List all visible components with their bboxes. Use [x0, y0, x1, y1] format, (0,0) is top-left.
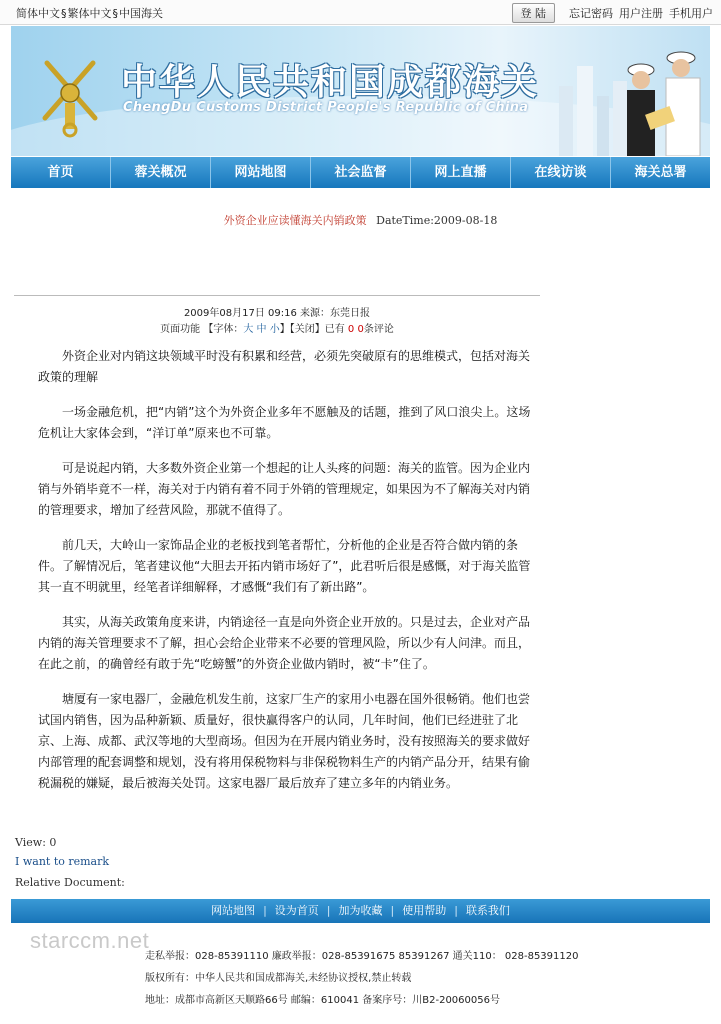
article-paragraph: 其实，从海关政策角度来讲，内销途径一直是向外资企业开放的。只是过去，企业对产品内销的海关管理要求不了解，担心会给企业带来不必要的管理风险，所以少有人问津。而且，在此之前，的确曾经有敢于先“吃螃蟹”的外资企业做内销时，被“卡”住了。 [38, 615, 531, 671]
article-paragraph: 外资企业对内销这块领域平时没有积累和经营，必须先突破原有的思维模式，包括对海关政策的理解 [38, 349, 531, 384]
separator: | [263, 904, 267, 917]
related-documents-label: Relative Document: [15, 876, 125, 889]
font-medium-link[interactable]: 中 [256, 324, 267, 335]
article-header [0, 212, 721, 228]
site-subtitle: ChengDu Customs District People's Republic of China [123, 100, 529, 115]
customs-emblem-icon [35, 48, 105, 138]
footer-address: 地址：成都市高新区天顺路66号 邮编：610041 备案序号：川B2-20060056号 [145, 995, 500, 1006]
footer-nav [11, 899, 710, 923]
article-paragraph: 前几天，大岭山一家饰品企业的老板找到笔者帮忙，分析他的企业是否符合做内销的条件。了解情况后，笔者建议他“大胆去开拓内销市场好了”，此君听后很是感慨，对于海关监管其一直不明就里，经笔者详细解释，才感慨“我们有了新出路”。 [38, 538, 531, 594]
remark-link[interactable]: I want to remark [15, 855, 110, 868]
page-functions-label: 页面功能 [160, 324, 201, 335]
article-paragraph: 一场金融危机，把“内销”这个为外资企业多年不愿触及的话题，推到了风口浪尖上。这场危机让大家体会到，“洋订单”原来也不可靠。 [38, 405, 531, 440]
separator: | [390, 904, 395, 917]
nav-supervision[interactable]: 社会监督 [311, 157, 411, 188]
separator: | [454, 904, 458, 917]
footer-hotlines: 走私举报：028-85391110 廉政举报：028-85391675 85391267 通关110： 028-85391120 [145, 951, 579, 962]
main-nav [11, 157, 710, 188]
separator: § [112, 7, 118, 20]
footer-info [145, 946, 578, 1012]
register-link[interactable]: 用户注册 [619, 7, 663, 20]
article-title: 外资企业应读懂海关内销政策 [223, 214, 367, 227]
nav-overview[interactable]: 蓉关概况 [111, 157, 211, 188]
header-banner [11, 26, 710, 156]
link-china-customs[interactable]: 中国海关 [119, 7, 163, 20]
link-simplified-chinese[interactable]: 简体中文 [16, 7, 60, 20]
footer-link-contact[interactable]: 联系我们 [465, 904, 510, 917]
font-small-link[interactable]: 小 [269, 324, 280, 335]
divider [14, 295, 540, 296]
footer-link-set-home[interactable]: 设为首页 [274, 904, 319, 917]
top-bar [0, 0, 721, 25]
site-title: 中华人民共和国成都海关 [121, 62, 540, 103]
link-traditional-chinese[interactable]: 繁体中文 [67, 7, 112, 20]
forgot-password-link[interactable]: 忘记密码 [569, 7, 613, 20]
publish-date: 2009年08月17日 [183, 308, 265, 319]
login-button[interactable]: 登 陆 [512, 3, 556, 23]
view-count: View: 0 [15, 836, 57, 849]
article-paragraph: 可是说起内销，大多数外资企业第一个想起的让人头疼的问题：海关的监管。因为企业内销与外销毕竟不一样，海关对于内销有着不同于外销的管理规定，如果因为不了解海关对内销的管理要求，增加了经营风险，那就不值得了。 [38, 461, 531, 517]
article-paragraph: 塘厦有一家电器厂，金融危机发生前，这家厂生产的家用小电器在国外很畅销。他们也尝试国内销售，因为品种新颖、质量好，很快赢得客户的认同，几年时间，他们已经进驻了北京、上海、成都、武汉等地的大型商场。但因为在开展内销业务时，没有按照海关的要求做好内部管理的配套调整和规划，没有将用保税物料与非保税物料生产的内销产品分开，结果有偷税漏税的嫌疑，最后被海关处罚。这家电器厂最后放弃了建立多年的内销业务。 [38, 692, 531, 790]
nav-home[interactable]: 首页 [11, 157, 111, 188]
nav-customs-hq[interactable]: 海关总署 [634, 165, 687, 180]
font-size-label: 【字体： [203, 324, 244, 335]
footer-copyright: 版权所有：中华人民共和国成都海关,未经协议授权,禁止转载 [145, 973, 412, 984]
watermark: starccm.net [30, 928, 150, 953]
font-size-end: 】 [279, 324, 290, 335]
footer-link-sitemap[interactable]: 网站地图 [211, 904, 256, 917]
article-meta [14, 306, 540, 338]
article-datetime: DateTime:2009-08-18 [376, 214, 498, 227]
nav-sitemap[interactable]: 网站地图 [211, 157, 311, 188]
user-links [512, 3, 714, 23]
nav-interview[interactable]: 在线访谈 [511, 157, 611, 188]
language-links [16, 5, 163, 21]
separator: § [61, 7, 67, 20]
close-link[interactable]: 【关闭】 [289, 324, 325, 335]
article-body [38, 346, 533, 808]
footer-link-bookmark[interactable]: 加为收藏 [338, 904, 383, 917]
comments-label: 条评论 [363, 324, 394, 335]
comment-count: 0 0 [347, 324, 364, 335]
font-large-link[interactable]: 大 [243, 324, 254, 335]
publish-time: 09:16 [268, 308, 297, 319]
already-label: 已有 [324, 324, 345, 335]
footer-link-help[interactable]: 使用帮助 [402, 904, 447, 917]
separator: | [326, 904, 331, 917]
nav-live[interactable]: 网上直播 [411, 157, 511, 188]
customs-officers-image [611, 40, 710, 156]
article-source: 来源：东莞日报 [300, 308, 371, 319]
mobile-user-link[interactable]: 手机用户 [669, 7, 713, 20]
